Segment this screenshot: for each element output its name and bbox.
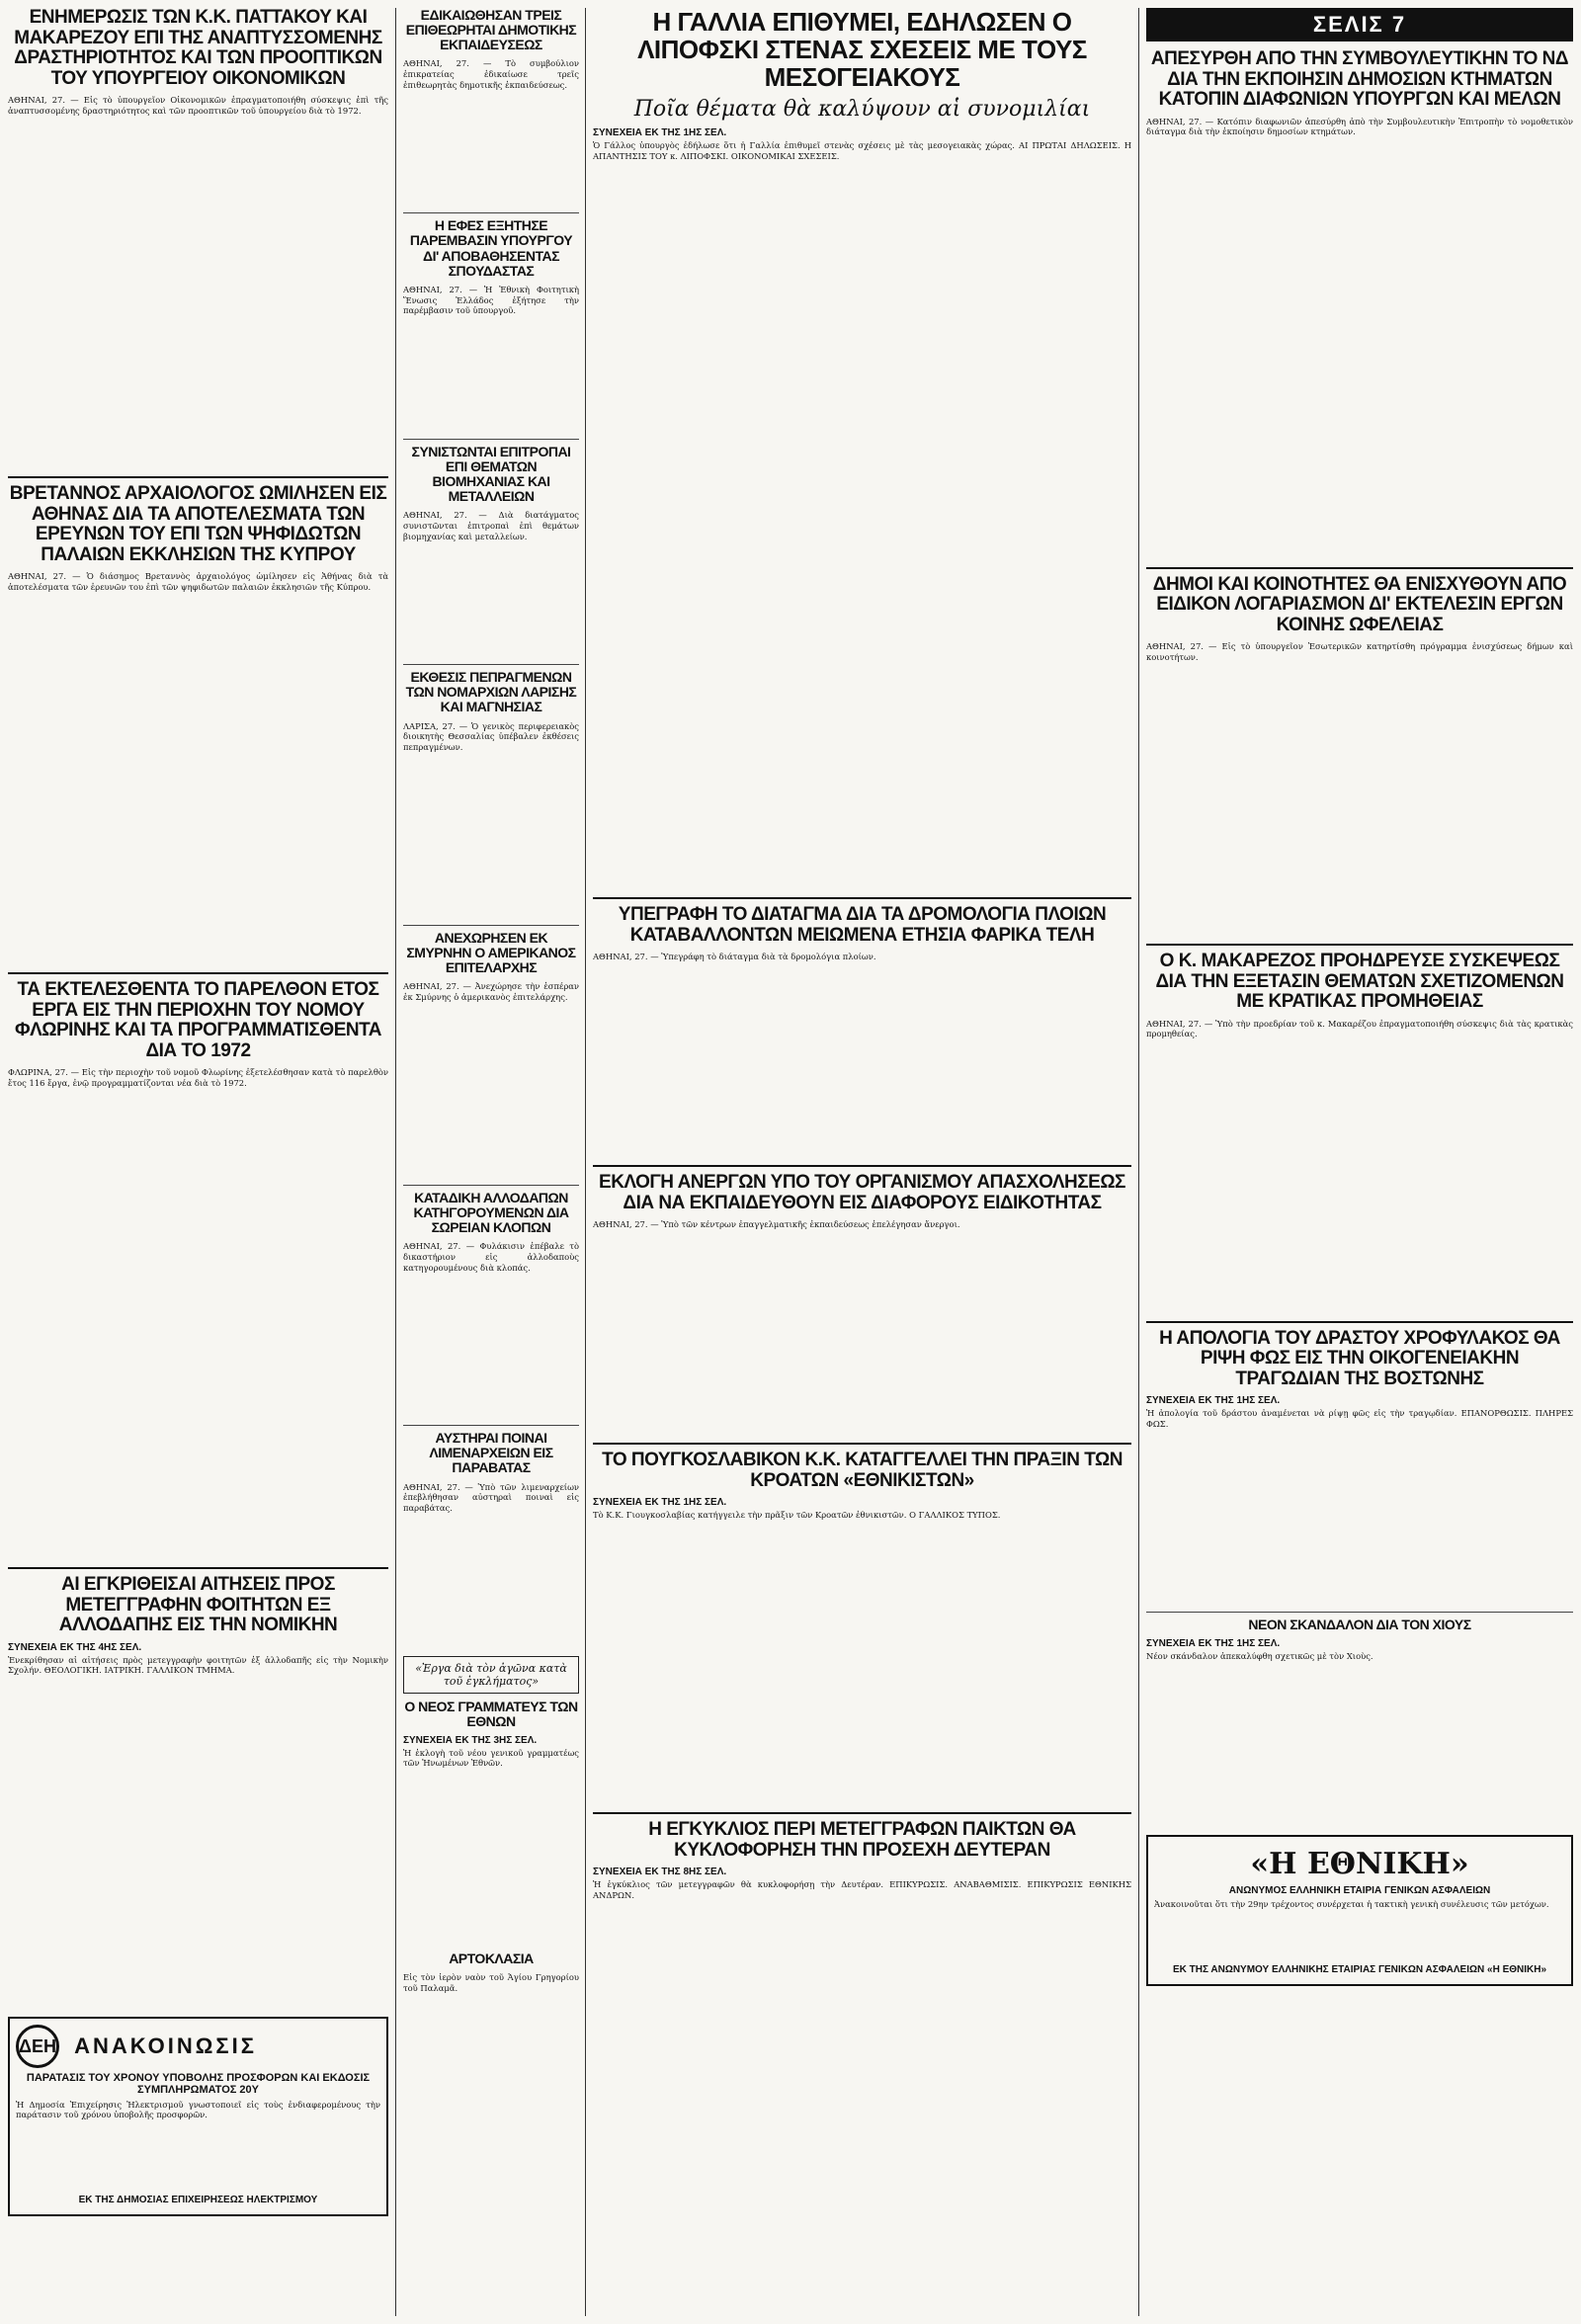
column-rule [1138,8,1139,2316]
headline-municipalities: ΔΗΜΟΙ ΚΑΙ ΚΟΙΝΟΤΗΤΕΣ ΘΑ ΕΝΙΣΧΥΘΟΥΝ ΑΠΟ ΕΙΔΙΚΟΝ ΛΟΓΑΡΙΑΣΜΟΝ ΔΙ' ΕΚΤΕΛΕΣΙΝ ΕΡΓΩΝ ΚΟΙΝΗΣ ΩΦΕΛΕΙΑΣ [1152,573,1567,635]
announcement-footer: ΕΚ ΤΗΣ ΔΗΜΟΣΙΑΣ ΕΠΙΧΕΙΡΗΣΕΩΣ ΗΛΕΚΤΡΙΣΜΟΥ [78,2194,318,2205]
article-chief-of-staff: ΑΘΗΝΑΙ, 27. — Ἀνεχώρησε τὴν ἑσπέραν ἐκ Σμύρνης ὁ ἀμερικανὸς ἐπιτελάρχης. [403,980,579,1002]
article-hughes-scandal: Νέον σκάνδαλον ἀπεκαλύφθη σχετικῶς μὲ τὸν Χιοὺς. [1146,1651,1373,1662]
article-student-transfers: Ἐνεκρίθησαν αἱ αἰτήσεις πρὸς μετεγγραφὴν φοιτητῶν ἐξ ἀλλοδαπῆς εἰς τὴν Νομικὴν Σχολήν. ΘΕΟΛΟΓΙΚΗ. ΙΑΤΡΙΚΗ. ΓΑΛΛΙΚΟΝ ΤΜΗΜΑ. [8,1654,388,1676]
divider [403,664,579,665]
ethniki-announcement [1146,1835,1573,1986]
column-2 [403,8,579,1999]
headline-player-transfers: Η ΕΓΚΥΚΛΙΟΣ ΠΕΡΙ ΜΕΤΕΓΓΡΑΦΩΝ ΠΑΙΚΤΩΝ ΘΑ ΚΥΚΛΟΦΟΡΗΣΗ ΤΗΝ ΠΡΟΣΕΧΗ ΔΕΥΤΕΡΑΝ [648,1819,1076,1861]
divider [593,1812,1131,1814]
article-lead-france: Ὁ Γάλλος ὑπουργὸς ἐδήλωσε ὅτι ἡ Γαλλία ἐπιθυμεῖ στενὰς σχέσεις μὲ τὰς μεσογειακὰς χώρας. ΑΙ ΠΡΩΤΑΙ ΔΗΛΩΣΕΙΣ. Η ΑΠΑΝΤΗΣΙΣ ΤΟΥ κ. ΛΙΠΟΦΣΚΙ. ΟΙΚΟΝΟΜΙΚΑΙ ΣΧΕΣΕΙΣ. [593,140,1131,161]
continuation-label: ΣΥΝΕΧΕΙΑ ΕΚ ΤΗΣ 1ΗΣ ΣΕΛ. [1146,1638,1281,1650]
headline-port-penalties: ΑΥΣΤΗΡΑΙ ΠΟΙΝΑΙ ΛΙΜΕΝΑΡΧΕΙΩΝ ΕΙΣ ΠΑΡΑΒΑΤΑΣ [429,1430,553,1476]
article-archaeologist: ΑΘΗΝΑΙ, 27. — Ὁ διάσημος Βρεταννὸς ἀρχαιολόγος ὡμίλησεν εἰς Ἀθήνας διὰ τὰ ἀποτελέσματα τῶν ἐρευνῶν του ἐπὶ τῶν ψηφιδωτῶν παλαιῶν ἐκκλησιῶν τῆς Κύπρου. [8,571,388,592]
divider [593,1443,1131,1445]
divider [403,925,579,926]
divider [593,897,1131,899]
article-larisa-report: ΛΑΡΙΣΑ, 27. — Ὁ γενικὸς περιφερειακὸς διοικητὴς Θεσσαλίας ὑπέβαλεν ἐκθέσεις πεπραγμένων. [403,720,579,753]
article-player-transfers: Ἡ ἐγκύκλιος τῶν μετεγγραφῶν θὰ κυκλοφορήσῃ τὴν Δευτέραν. ΕΠΙΚΥΡΩΣΙΣ. ΑΝΑΒΑΘΜΙΣΙΣ. ΕΠΙΚΥΡΩΣΙΣ ΕΘΝΙΚΗΣ ΑΝΔΡΩΝ. [593,1879,1131,1901]
article-inspectors: ΑΘΗΝΑΙ, 27. — Τὸ συμβούλιον ἐπικρατείας ἐδικαίωσε τρεῖς ἐπιθεωρητὰς δημοτικῆς ἐκπαιδεύσεως. [403,58,579,90]
headline-unemployed-training: ΕΚΛΟΓΗ ΑΝΕΡΓΩΝ ΥΠΟ ΤΟΥ ΟΡΓΑΝΙΣΜΟΥ ΑΠΑΣΧΟΛΗΣΕΩΣ ΔΙΑ ΝΑ ΕΚΠΑΙΔΕΥΘΟΥΝ ΕΙΣ ΔΙΑΦΟΡΟΥΣ ΕΙΔΙΚΟΤΗΤΑΣ [599,1172,1125,1213]
headline-efes: Η ΕΦΕΣ ΕΞΗΤΗΣΕ ΠΑΡΕΜΒΑΣΙΝ ΥΠΟΥΡΓΟΥ ΔΙ' ΑΠΟΒΑΘΗΣΕΝΤΑΣ ΣΠΟΥΔΑΣΤΑΣ [409,217,573,279]
article-efes: ΑΘΗΝΑΙ, 27. — Ἡ Ἐθνικὴ Φοιτητικὴ Ἕνωσις Ἑλλάδος ἐξήτησε τὴν παρέμβασιν τοῦ ὑπουργοῦ. [403,284,579,316]
headline-artoklasia: ΑΡΤΟΚΛΑΣΙΑ [449,1950,534,1966]
column-rule [395,8,396,2316]
announcement-title: ΑΝΑΚΟΙΝΩΣΙΣ [74,2033,257,2058]
article-yugoslav-cp: Τὸ Κ.Κ. Γιουγκοσλαβίας κατήγγειλε τὴν πρᾶξιν τῶν Κροατῶν ἐθνικιστῶν. Ο ΓΑΛΛΙΚΟΣ ΤΥΠΟΣ. [593,1510,1001,1521]
article-public-property: ΑΘΗΝΑΙ, 27. — Κατόπιν διαφωνιῶν ἀπεσύρθη ἀπὸ τὴν Συμβουλευτικὴν Ἐπιτροπὴν τὸ νομοθετικὸν διάταγμα διὰ τὴν ἐκποίησιν δημοσίων κτημάτων. [1146,116,1573,137]
headline-makarezos: Ο Κ. ΜΑΚΑΡΕΖΟΣ ΠΡΟΗΔΡΕΥΣΕ ΣΥΣΚΕΨΕΩΣ ΔΙΑ ΤΗΝ ΕΞΕΤΑΣΙΝ ΘΕΜΑΤΩΝ ΣΧΕΤΙΖΟΜΕΝΩΝ ΜΕ ΚΡΑΤΙΚΑΣ ΠΡΟΜΗΘΕΙΑΣ [1155,951,1564,1013]
article-municipalities: ΑΘΗΝΑΙ, 27. — Εἰς τὸ ὑπουργεῖον Ἐσωτερικῶν κατηρτίσθη πρόγραμμα ἐνισχύσεως δήμων καὶ κοινοτήτων. [1146,641,1573,662]
continuation-label: ΣΥΝΕΧΕΙΑ ΕΚ ΤΗΣ 1ΗΣ ΣΕΛ. [1146,1395,1281,1407]
divider [403,439,579,440]
article-makarezos: ΑΘΗΝΑΙ, 27. — Ὑπὸ τὴν προεδρίαν τοῦ κ. Μακαρέζου ἐπραγματοποιήθη σύσκεψις διὰ τὰς κρατικὰς προμηθείας. [1146,1018,1573,1039]
divider [593,1165,1131,1167]
subheadline-lead: Ποῖα θέματα θὰ καλύψουν αἱ συνομιλίαι [633,97,1091,123]
article-florina-works: ΦΛΩΡΙΝΑ, 27. — Εἰς τὴν περιοχὴν τοῦ νομοῦ Φλωρίνης ἐξετελέσθησαν κατὰ τὸ παρελθὸν ἔτος 116 ἔργα, ἐνῷ προγραμματίζονται νέα διὰ τὸ 1972. [8,1067,388,1088]
ethniki-subtitle: ΑΝΩΝΥΜΟΣ ΕΛΛΗΝΙΚΗ ΕΤΑΙΡΙΑ ΓΕΝΙΚΩΝ ΑΣΦΑΛΕΙΩΝ [1228,1885,1491,1897]
article-ministry-briefing: ΑΘΗΝΑΙ, 27. — Εἰς τὸ ὑπουργεῖον Οἰκονομικῶν ἐπραγματοποιήθη σύσκεψις ἐπὶ τῆς ἀναπτυσσομένης δραστηριότητος καὶ τῶν προοπτικῶν τοῦ ὑπουργείου διὰ τὸ 1972. [8,95,388,116]
divider [1146,1612,1573,1613]
continuation-label: ΣΥΝΕΧΕΙΑ ΕΚ ΤΗΣ 8ΗΣ ΣΕΛ. [593,1867,727,1878]
continuation-label: ΣΥΝΕΧΕΙΑ ΕΚ ΤΗΣ 3ΗΣ ΣΕΛ. [403,1734,538,1746]
headline-public-property: ΑΠΕΣΥΡΘΗ ΑΠΟ ΤΗΝ ΣΥΜΒΟΥΛΕΥΤΙΚΗΝ ΤΟ ΝΔ ΔΙΑ ΤΗΝ ΕΚΠΟΙΗΣΙΝ ΔΗΜΟΣΙΩΝ ΚΤΗΜΑΤΩΝ ΚΑΤΟΠΙΝ ΔΙΑΦΩΝΙΩΝ ΥΠΟΥΡΓΩΝ ΚΑΙ ΜΕΛΩΝ [1150,48,1569,111]
article-foreigners-convicted: ΑΘΗΝΑΙ, 27. — Φυλάκισιν ἐπέβαλε τὸ δικαστήριον εἰς ἀλλοδαποὺς κατηγορουμένους διὰ κλοπάς. [403,1241,579,1273]
column-4 [1146,8,1573,1992]
divider [8,972,388,974]
divider [8,1567,388,1569]
article-ship-routes: ΑΘΗΝΑΙ, 27. — Ὑπεγράφη τὸ διάταγμα διὰ τὰ δρομολόγια πλοίων. [593,952,876,962]
page-number: ΣΕΛΙΣ 7 [1146,8,1573,42]
pull-quote: «Ἐργα διὰ τὸν ἀγῶνα κατὰ τοῦ ἐγκλήματος» [403,1656,579,1694]
continuation-label: ΣΥΝΕΧΕΙΑ ΕΚ ΤΗΣ 1ΗΣ ΣΕΛ. [593,127,727,139]
article-committees: ΑΘΗΝΑΙ, 27. — Διὰ διατάγματος συνιστῶνται ἐπιτροπαὶ ἐπὶ θεμάτων βιομηχανίας καὶ μεταλλείων. [403,510,579,541]
headline-larisa-report: ΕΚΘΕΣΙΣ ΠΕΠΡΑΓΜΕΝΩΝ ΤΩΝ ΝΟΜΑΡΧΙΩΝ ΛΑΡΙΣΗΣ ΚΑΙ ΜΑΓΝΗΣΙΑΣ [405,669,577,715]
continuation-label: ΣΥΝΕΧΕΙΑ ΕΚ ΤΗΣ 1ΗΣ ΣΕΛ. [593,1497,727,1509]
divider [1146,944,1573,946]
headline-un-secretary: Ο ΝΕΟΣ ΓΡΑΜΜΑΤΕΥΣ ΤΩΝ ΕΘΝΩΝ [404,1698,578,1729]
ethniki-title: «Η ΕΘΝΙΚΗ» [1250,1847,1469,1882]
divider [403,1185,579,1186]
headline-archaeologist: ΒΡΕΤΑΝΝΟΣ ΑΡΧΑΙΟΛΟΓΟΣ ΩΜΙΛΗΣΕΝ ΕΙΣ ΑΘΗΝΑΣ ΔΙΑ ΤΑ ΑΠΟΤΕΛΕΣΜΑΤΑ ΤΩΝ ΕΡΕΥΝΩΝ ΤΟΥ ΕΠΙ ΤΩΝ ΨΗΦΙΔΩΤΩΝ ΠΑΛΑΙΩΝ ΕΚΚΛΗΣΙΩΝ ΤΗΣ ΚΥΠΡΟΥ [9,483,387,565]
headline-lead-france: Η ΓΑΛΛΙΑ ΕΠΙΘΥΜΕΙ, ΕΔΗΛΩΣΕΝ Ο ΛΙΠΟΦΣΚΙ ΣΤΕΝΑΣ ΣΧΕΣΕΙΣ ΜΕ ΤΟΥΣ ΜΕΣΟΓΕΙΑΚΟΥΣ [637,7,1087,93]
headline-ministry-briefing: ΕΝΗΜΕΡΩΣΙΣ ΤΩΝ Κ.Κ. ΠΑΤΤΑΚΟΥ ΚΑΙ ΜΑΚΑΡΕΖΟΥ ΕΠΙ ΤΗΣ ΑΝΑΠΤΥΣΣΟΜΕΝΗΣ ΔΡΑΣΤΗΡΙΟΤΗΤΟΣ ΚΑΙ ΤΩΝ ΠΡΟΟΠΤΙΚΩΝ ΤΟΥ ΥΠΟΥΡΓΕΙΟΥ ΟΙΚΟΝΟΜΙΚΩΝ [14,7,382,89]
headline-yugoslav-cp: ΤΟ ΠΟΥΓΚΟΣΛΑΒΙΚΟΝ Κ.Κ. ΚΑΤΑΓΓΕΛΛΕΙ ΤΗΝ ΠΡΑΞΙΝ ΤΩΝ ΚΡΟΑΤΩΝ «ΕΘΝΙΚΙΣΤΩΝ» [602,1450,1123,1491]
headline-committees: ΣΥΝΙΣΤΩΝΤΑΙ ΕΠΙΤΡΟΠΑΙ ΕΠΙ ΘΕΜΑΤΩΝ ΒΙΟΜΗΧΑΝΙΑΣ ΚΑΙ ΜΕΤΑΛΛΕΙΩΝ [411,443,571,505]
article-unemployed-training: ΑΘΗΝΑΙ, 27. — Ὑπὸ τῶν κέντρων ἐπαγγελματικῆς ἐκπαιδεύσεως ἐπελέγησαν ἄνεργοι. [593,1219,960,1230]
column-1 [8,8,388,2222]
article-un-secretary: Ἡ ἐκλογὴ τοῦ νέου γενικοῦ γραμματέως τῶν Ἡνωμένων Ἐθνῶν. [403,1747,579,1769]
ethniki-body: Ἀνακοινοῦται ὅτι τὴν 29ην τρέχοντος συνέρχεται ἡ τακτικὴ γενικὴ συνέλευσις τῶν μετόχων. [1154,1899,1549,1910]
divider [403,212,579,213]
announcement-body: Ἡ Δημοσία Ἐπιχείρησις Ἠλεκτρισμοῦ γνωστοποιεῖ εἰς τοὺς ἐνδιαφερομένους τὴν παράτασιν τοῦ χρόνου ὑποβολῆς προσφορῶν. [16,2099,380,2120]
headline-foreigners-convicted: ΚΑΤΑΔΙΚΗ ΑΛΛΟΔΑΠΩΝ ΚΑΤΗΓΟΡΟΥΜΕΝΩΝ ΔΙΑ ΣΩΡΕΙΑΝ ΚΛΟΠΩΝ [413,1189,569,1236]
divider [403,1425,579,1426]
column-rule [585,8,586,2316]
announcement-subtitle: ΠΑΡΑΤΑΣΙΣ ΤΟΥ ΧΡΟΝΟΥ ΥΠΟΒΟΛΗΣ ΠΡΟΣΦΟΡΩΝ ΚΑΙ ΕΚΔΟΣΙΣ ΣΥΜΠΛΗΡΩΜΑΤΟΣ 20Υ [26,2071,371,2096]
divider [8,476,388,478]
article-boston-tragedy: Ἡ ἀπολογία τοῦ δράστου ἀναμένεται νὰ ρίψῃ φῶς εἰς τὴν τραγῳδίαν. ΕΠΑΝΟΡΘΩΣΙΣ. ΠΛΗΡΕΣ ΦΩΣ. [1146,1408,1573,1429]
dei-logo: ΔΕΗ [16,2025,59,2068]
headline-ship-routes: ΥΠΕΓΡΑΦΗ ΤΟ ΔΙΑΤΑΓΜΑ ΔΙΑ ΤΑ ΔΡΟΜΟΛΟΓΙΑ ΠΛΟΙΩΝ ΚΑΤΑΒΑΛΛΟΝΤΩΝ ΜΕΙΩΜΕΝΑ ΕΤΗΣΙΑ ΦΑΡΙΚΑ ΤΕΛΗ [618,904,1107,946]
dei-announcement [8,2017,388,2216]
column-3 [593,8,1131,2182]
headline-student-transfers: ΑΙ ΕΓΚΡΙΘΕΙΣΑΙ ΑΙΤΗΣΕΙΣ ΠΡΟΣ ΜΕΤΕΓΓΡΑΦΗΝ ΦΟΙΤΗΤΩΝ ΕΞ ΑΛΛΟΔΑΠΗΣ ΕΙΣ ΤΗΝ ΝΟΜΙΚΗΝ [58,1574,338,1636]
headline-florina-works: ΤΑ ΕΚΤΕΛΕΣΘΕΝΤΑ ΤΟ ΠΑΡΕΛΘΟΝ ΕΤΟΣ ΕΡΓΑ ΕΙΣ ΤΗΝ ΠΕΡΙΟΧΗΝ ΤΟΥ ΝΟΜΟΥ ΦΛΩΡΙΝΗΣ ΚΑΙ ΤΑ ΠΡΟΓΡΑΜΜΑΤΙΣΘΕΝΤΑ ΔΙΑ ΤΟ 1972 [14,979,382,1061]
headline-chief-of-staff: ΑΝΕΧΩΡΗΣΕΝ ΕΚ ΣΜΥΡΝΗΝ Ο ΑΜΕΡΙΚΑΝΟΣ ΕΠΙΤΕΛΑΡΧΗΣ [406,929,576,975]
headline-boston-tragedy: Η ΑΠΟΛΟΓΙΑ ΤΟΥ ΔΡΑΣΤΟΥ ΧΡΟΦΥΛΑΚΟΣ ΘΑ ΡΙΨΗ ΦΩΣ ΕΙΣ ΤΗΝ ΟΙΚΟΓΕΝΕΙΑΚΗΝ ΤΡΑΓΩΔΙΑΝ ΤΗΣ ΒΟΣΤΩΝΗΣ [1159,1327,1560,1389]
divider [1146,1321,1573,1323]
divider [1146,567,1573,569]
headline-inspectors: ΕΔΙΚΑΙΩΘΗΣΑΝ ΤΡΕΙΣ ΕΠΙΘΕΩΡΗΤΑΙ ΔΗΜΟΤΙΚΗΣ ΕΚΠΑΙΔΕΥΣΕΩΣ [405,7,577,53]
article-artoklasia: Εἰς τὸν ἱερὸν ναὸν τοῦ Ἁγίου Γρηγορίου τοῦ Παλαμᾶ. [403,1971,579,1993]
article-port-penalties: ΑΘΗΝΑΙ, 27. — Ὑπὸ τῶν λιμεναρχείων ἐπεβλήθησαν αὐστηραὶ ποιναὶ εἰς παραβάτας. [403,1481,579,1514]
headline-hughes-scandal: ΝΕΟΝ ΣΚΑΝΔΑΛΟΝ ΔΙΑ ΤΟΝ ΧΙΟΥΣ [1248,1617,1471,1633]
continuation-label: ΣΥΝΕΧΕΙΑ ΕΚ ΤΗΣ 4ΗΣ ΣΕΛ. [8,1641,142,1653]
ethniki-footer: ΕΚ ΤΗΣ ΑΝΩΝΥΜΟΥ ΕΛΛΗΝΙΚΗΣ ΕΤΑΙΡΙΑΣ ΓΕΝΙΚΩΝ ΑΣΦΑΛΕΙΩΝ «Η ΕΘΝΙΚΗ» [1172,1964,1547,1976]
